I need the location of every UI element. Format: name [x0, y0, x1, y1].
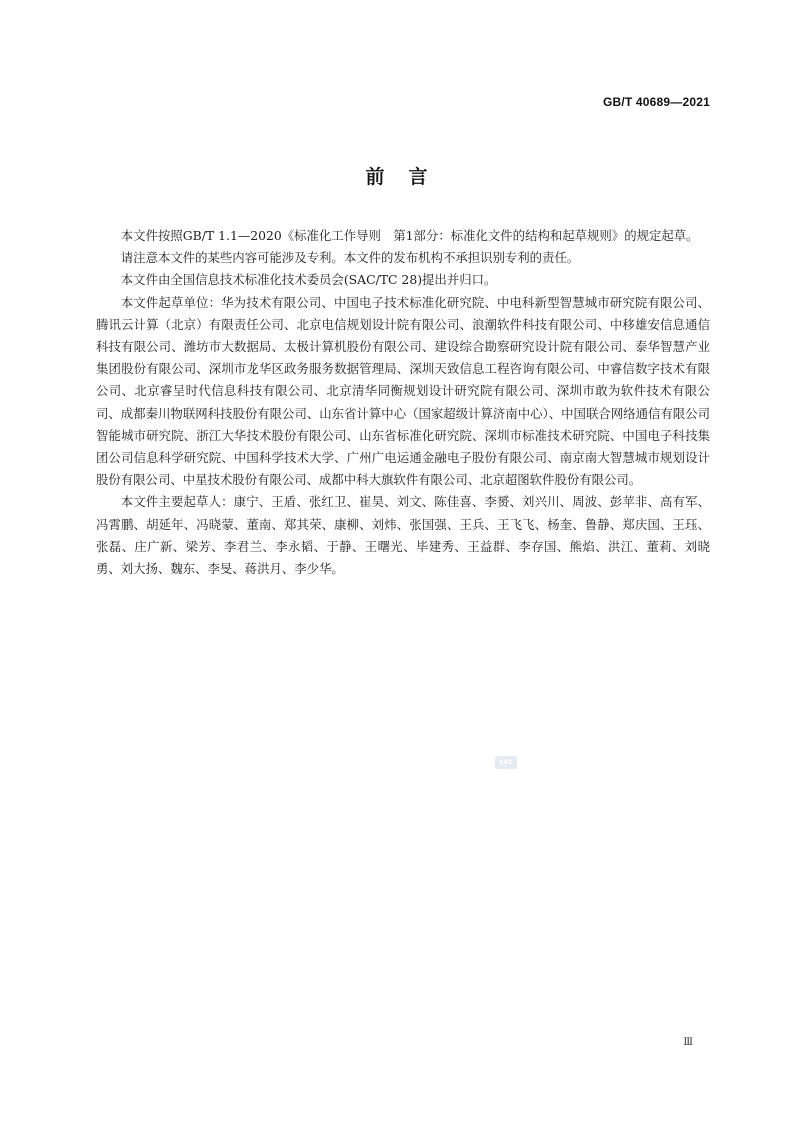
paragraph-main-drafters: 本文件主要起草人：康宁、王盾、张红卫、崔昊、刘文、陈佳喜、李赟、刘兴川、周波、彭苹非、高有军、冯霄鹏、胡延年、冯晓蒙、董南、郑其荣、康柳、刘炜、张国强、王兵、王飞飞、杨奎、鲁静、郑庆国、王珏、张磊、庄广新、梁芳、李君兰、李永韬、于静、王曙光、毕建秀、王益群、李存国、熊焰、洪江、董莉、刘晓勇、刘大扬、魏东、李旻、蒋洪月、李少华。: [96, 494, 710, 577]
paragraph-drafting-rules: 本文件按照GB/T 1.1—2020《标准化工作导则 第1部分：标准化文件的结构和起草规则》的规定起草。: [120, 228, 699, 243]
paragraph-committee: 本文件由全国信息技术标准化技术委员会(SAC/TC 28)提出并归口。: [120, 272, 497, 288]
foreword-body: [96, 225, 710, 580]
page-title: 前言: [365, 166, 452, 188]
paragraph-patent-notice: 请注意本文件的某些内容可能涉及专利。本文件的发布机构不承担识别专利的责任。: [120, 250, 580, 266]
standard-number: GB/T 40689—2021: [602, 95, 710, 109]
paragraph-drafting-organizations: 本文件起草单位：华为技术有限公司、中国电子技术标准化研究院、中电科新型智慧城市研究院有限公司、腾讯云计算（北京）有限责任公司、北京电信规划设计院有限公司、浪潮软件科技有限公司、中移雄安信息通信科技有限公司、潍坊市大数据局、太极计算机股份有限公司、建设综合勘察研究设计院有限公司、泰华智慧产业集团股份有限公司、深圳市龙华区政务服务数据管理局、深圳天致信息工程咨询有限公司、中睿信数字技术有限公司、北京睿呈时代信息科技有限公司、北京清华同衡规划设计研究院有限公司、深圳市敢为软件技术有限公司、成都秦川物联网科技股份有限公司、山东省计算中心（国家超级计算济南中心）、中国联合网络通信有限公司智能城市研究院、浙江大华技术股份有限公司、山东省标准化研究院、深圳市标准技术研究院、中国电子科技集团公司信息科学研究院、中国科学技术大学、广州广电运通金融电子股份有限公司、南京南大智慧城市规划设计股份有限公司、中星技术股份有限公司、成都中科大旗软件有限公司、北京超图软件股份有限公司。: [96, 294, 710, 488]
sac-watermark-logo: SAC: [495, 756, 517, 769]
page-number: Ⅲ: [683, 1037, 693, 1048]
